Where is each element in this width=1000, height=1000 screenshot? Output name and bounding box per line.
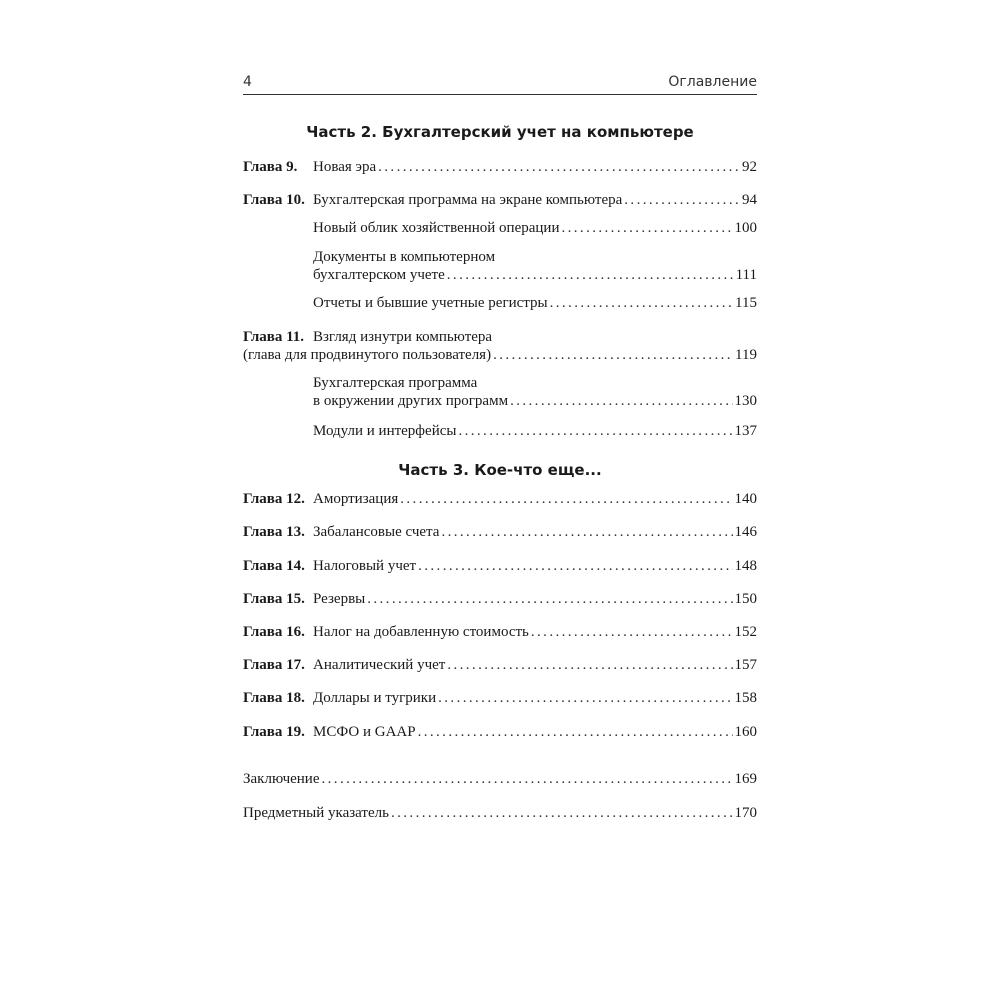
- dot-leader: [447, 656, 732, 674]
- page-ref: 170: [734, 805, 757, 821]
- page-ref: 148: [734, 558, 757, 574]
- dot-leader: [624, 191, 740, 209]
- chapter-title-line-2: (глава для продвинутого пользователя): [243, 347, 492, 363]
- section-title-line-2: бухгалтерском учете: [313, 267, 445, 283]
- section-title: Модули и интерфейсы: [313, 423, 457, 439]
- section-title: Отчеты и бывшие учетные регистры: [313, 295, 548, 311]
- chapter-label: Глава 13.: [243, 524, 305, 540]
- dot-leader: [400, 490, 732, 508]
- dot-leader: [550, 294, 733, 312]
- chapter-title: Новая эра: [313, 159, 377, 175]
- chapter-title: МСФО и GAAP: [313, 724, 416, 740]
- dot-leader: [438, 689, 732, 707]
- dot-leader: [531, 623, 733, 641]
- dot-leader: [561, 219, 732, 237]
- page-ref: 157: [734, 657, 757, 673]
- toc-entry-section-10-2[interactable]: [243, 248, 757, 284]
- toc-entry-section-11-1[interactable]: [243, 374, 757, 410]
- chapter-title: Доллары и тугрики: [313, 690, 437, 706]
- toc-entry-chapter-11[interactable]: [243, 328, 757, 364]
- dot-leader: [447, 266, 734, 284]
- chapter-title: Забалансовые счета: [313, 524, 440, 540]
- toc-entry-chapter-19[interactable]: [243, 723, 757, 741]
- running-title: Оглавление: [668, 74, 757, 90]
- chapter-label: Глава 19.: [243, 724, 305, 740]
- toc-entry-chapter-15[interactable]: [243, 590, 757, 608]
- dot-leader: [458, 422, 732, 440]
- chapter-title: Аналитический учет: [313, 657, 446, 673]
- toc-entry-section-10-3[interactable]: [243, 294, 757, 312]
- entry-title: Заключение: [243, 771, 320, 787]
- page-ref: 158: [734, 690, 757, 706]
- section-title-line-2: в окружении других программ: [313, 393, 509, 409]
- page-ref: 130: [734, 393, 757, 409]
- page-ref: 169: [734, 771, 757, 787]
- page-ref: 160: [734, 724, 757, 740]
- page-ref: 111: [735, 267, 757, 283]
- toc-entry-section-11-2[interactable]: [243, 422, 757, 440]
- page-ref: 140: [734, 491, 757, 507]
- toc-entry-chapter-18[interactable]: [243, 689, 757, 707]
- toc-entry-chapter-9[interactable]: [243, 158, 757, 176]
- section-title-line-1: Бухгалтерская программа: [313, 375, 478, 391]
- section-title: Новый облик хозяйственной операции: [313, 220, 560, 236]
- dot-leader: [418, 723, 733, 741]
- page-ref: 115: [735, 295, 757, 311]
- toc-entry-chapter-16[interactable]: [243, 623, 757, 641]
- dot-leader: [322, 770, 733, 788]
- page-ref: 152: [734, 624, 757, 640]
- chapter-label: Глава 12.: [243, 491, 305, 507]
- toc-page: [243, 68, 757, 821]
- page-ref: 100: [734, 220, 757, 236]
- toc-entry-chapter-10[interactable]: [243, 191, 757, 209]
- chapter-label: Глава 11.: [243, 329, 305, 345]
- chapter-label: Глава 16.: [243, 624, 305, 640]
- page-ref: 146: [734, 524, 757, 540]
- chapter-title: Амортизация: [313, 491, 399, 507]
- dot-leader: [441, 523, 732, 541]
- running-header: [243, 68, 757, 95]
- chapter-title: Резервы: [313, 591, 366, 607]
- toc-entry-conclusion[interactable]: [243, 770, 757, 788]
- entry-title: Предметный указатель: [243, 805, 389, 821]
- dot-leader: [378, 158, 740, 176]
- chapter-label: Глава 10.: [243, 192, 305, 208]
- toc-entry-subject-index[interactable]: [243, 804, 757, 822]
- chapter-title: Налог на добавленную стоимость: [313, 624, 529, 640]
- dot-leader: [391, 804, 733, 822]
- chapter-title: Бухгалтерская программа на экране компьютера: [313, 192, 623, 208]
- page-ref: 119: [735, 347, 757, 363]
- page-ref: 92: [742, 159, 757, 175]
- section-title-line-1: Документы в компьютерном: [313, 249, 496, 265]
- toc-entry-chapter-14[interactable]: [243, 557, 757, 575]
- chapter-label: Глава 17.: [243, 657, 305, 673]
- dot-leader: [493, 346, 733, 364]
- page-ref: 137: [734, 423, 757, 439]
- chapter-label: Глава 9.: [243, 159, 298, 175]
- dot-leader: [418, 557, 732, 575]
- dot-leader: [510, 392, 732, 410]
- dot-leader: [367, 590, 732, 608]
- chapter-label: Глава 14.: [243, 558, 305, 574]
- part-3-heading: Часть 3. Кое-что еще...: [398, 461, 602, 479]
- chapter-label: Глава 15.: [243, 591, 305, 607]
- toc-entry-section-10-1[interactable]: [243, 219, 757, 237]
- toc-entry-chapter-13[interactable]: [243, 523, 757, 541]
- chapter-title-line-1: Взгляд изнутри компьютера: [313, 329, 493, 345]
- page-ref: 150: [734, 591, 757, 607]
- chapter-title: Налоговый учет: [313, 558, 417, 574]
- toc-entry-chapter-17[interactable]: [243, 656, 757, 674]
- page-ref: 94: [742, 192, 757, 208]
- chapter-label: Глава 18.: [243, 690, 305, 706]
- page-number: 4: [243, 74, 252, 90]
- toc-entry-chapter-12[interactable]: [243, 490, 757, 508]
- part-2-heading: Часть 2. Бухгалтерский учет на компьютере: [306, 123, 694, 141]
